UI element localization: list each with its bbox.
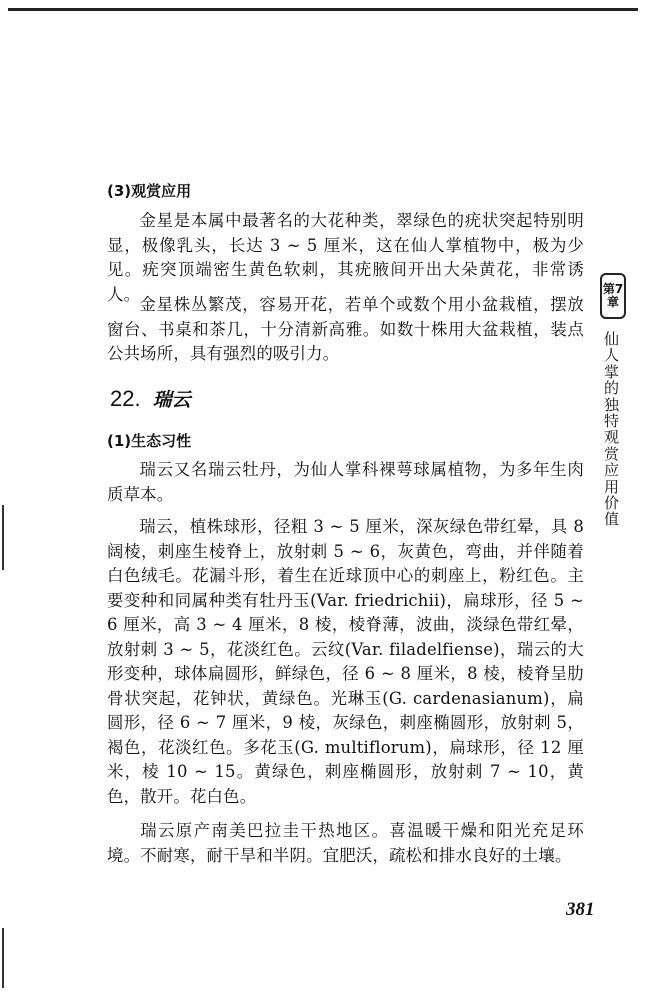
paragraph: 金星是本属中最著名的大花种类，翠绿色的疣状突起特别明显，极像乳头，长达 3 ~ 5 厘米，这在仙人掌植物中，极为少见。疣突顶端密生黄色软刺，其疣腋间开出大朵黄花，非常诱人。 <box>107 211 584 304</box>
section-number: 22. <box>110 386 141 411</box>
scan-edge-mark <box>2 928 4 988</box>
subsection-heading: (1)生态习性 <box>107 432 192 450</box>
chapter-side-tab <box>598 273 628 528</box>
paragraph: 瑞云原产南美巴拉圭干热地区。喜温暖干燥和阳光充足环境。不耐寒，耐干旱和半阴。宜肥沃，疏松和排水良好的土壤。 <box>107 821 584 865</box>
page-number: 381 <box>566 899 595 920</box>
scan-edge-mark <box>2 505 4 570</box>
paragraph: 瑞云，植株球形，径粗 3 ~ 5 厘米，深灰绿色带红晕，具 8 阔棱，刺座生棱脊上，放射刺 5 ~ 6，灰黄色，弯曲，并伴随着白色绒毛。花漏斗形，着生在近球顶中心的刺座上，粉红色。主要变种和同属种类有牡丹玉(Var. friedrichii)，扁球形，径 5 ~ 6 厘米，高 3 ~ 4 厘米，8 棱，棱脊薄，波曲，淡绿色带红晕，放射刺 3 ~ 5，花淡红色。云纹(Var. filadelfiense)，瑞云的大形变种，球体扁圆形，鲜绿色，径 6 ~ 8 厘米，8 棱，棱脊呈肋骨状突起，花钟状，黄绿色。光琳玉(G. cardenasianum)，扁圆形，径 6 ~ 7 厘米，9 棱，灰绿色，刺座椭圆形，放射刺 5，褐色，花淡红色。多花玉(G. multiflorum)，扁球形，径 12 厘米，棱 10 ~ 15。黄绿色，刺座椭圆形，放射刺 7 ~ 10，黄色，散开。花白色。 <box>107 517 584 806</box>
paragraph: 瑞云又名瑞云牡丹，为仙人掌科裸萼球属植物，为多年生肉质草本。 <box>107 460 584 504</box>
paragraph: 金星株丛繁茂，容易开花，若单个或数个用小盆栽植，摆放窗台、书桌和茶几，十分清新高雅。如数十株用大盆栽植，装点公共场所，具有强烈的吸引力。 <box>107 295 584 363</box>
chapter-badge: 第7 章 <box>600 273 626 319</box>
subsection-heading: (3)观赏应用 <box>107 182 192 200</box>
section-name: 瑞云 <box>152 389 191 411</box>
section-title <box>110 385 191 412</box>
top-rule <box>8 8 638 11</box>
chapter-title: 仙人掌的独特观赏应用价值 <box>604 330 620 529</box>
